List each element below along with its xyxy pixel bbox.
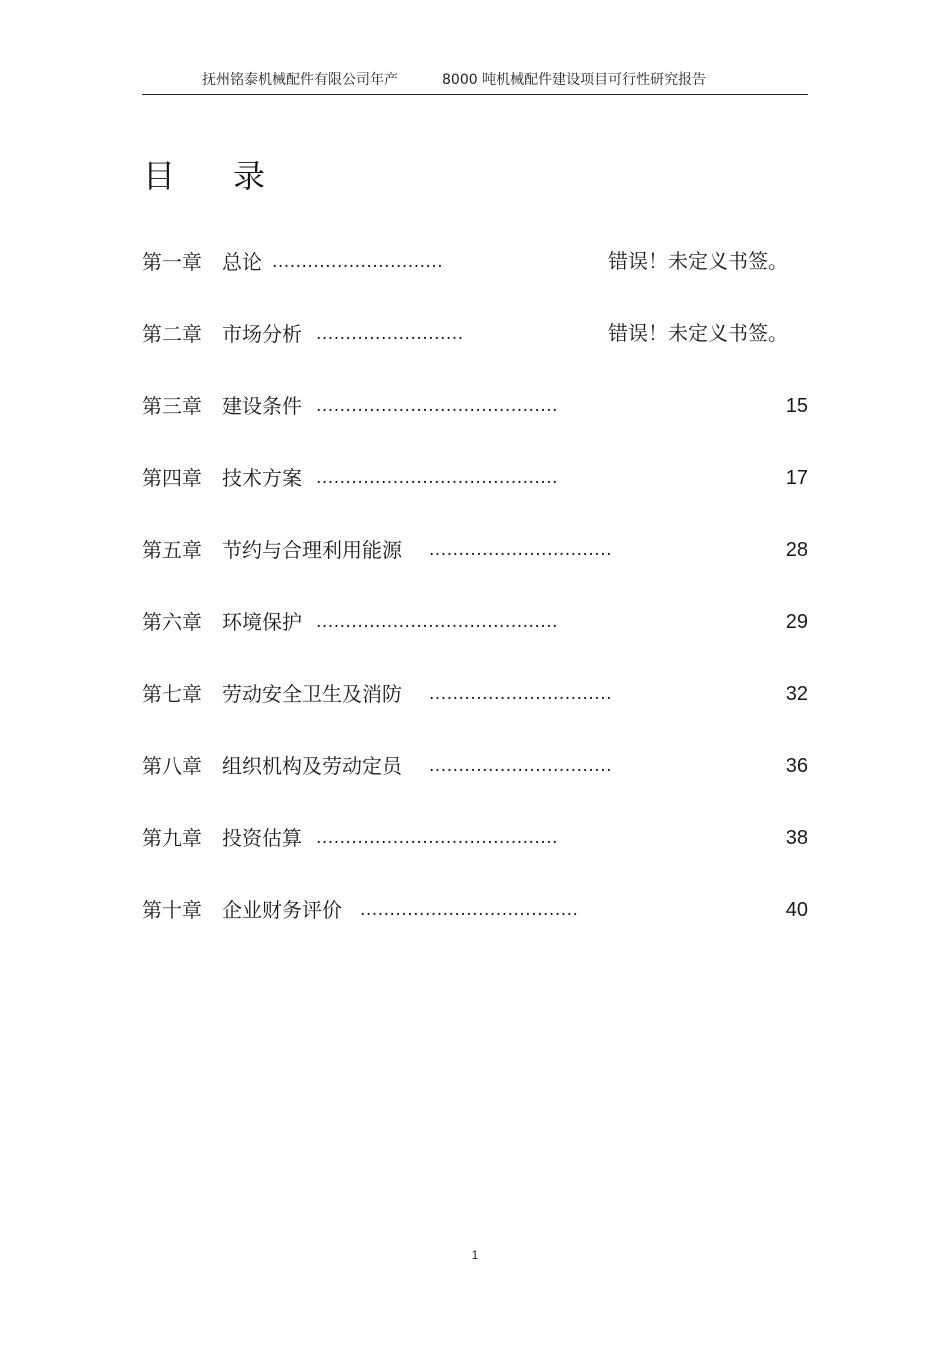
toc-page-number: 38 <box>785 827 808 849</box>
toc-page-number: 40 <box>785 899 808 921</box>
toc-chapter: 第五章 <box>142 538 202 562</box>
toc-chapter-name: 总论 <box>222 250 262 274</box>
toc-chapter-name: 组织机构及劳动定员 <box>222 754 402 778</box>
toc-chapter-name: 企业财务评价 <box>222 898 342 922</box>
header-company: 抚州铭泰机械配件有限公司年产 <box>202 72 398 88</box>
toc-page-number: 28 <box>785 539 808 561</box>
toc-leader: ......................................... <box>316 396 559 416</box>
toc-entry-7[interactable] <box>142 674 808 746</box>
toc-title <box>143 156 265 196</box>
header-report-title: 8000 吨机械配件建设项目可行性研究报告 <box>442 72 707 88</box>
toc-entry-8[interactable] <box>142 746 808 818</box>
toc-title-part1: 目 <box>143 157 176 195</box>
toc-chapter-name: 节约与合理利用能源 <box>222 538 402 562</box>
toc-entry-1[interactable] <box>142 242 808 314</box>
toc-page-number: 15 <box>785 395 808 417</box>
toc-chapter: 第十章 <box>142 898 202 922</box>
toc-entry-2[interactable] <box>142 314 808 386</box>
toc-entry-10[interactable] <box>142 890 808 962</box>
toc-chapter: 第六章 <box>142 610 202 634</box>
toc-entry-5[interactable] <box>142 530 808 602</box>
toc-chapter-name: 劳动安全卫生及消防 <box>222 682 402 706</box>
toc-page-number: 36 <box>785 755 808 777</box>
toc-chapter-name: 建设条件 <box>222 394 302 418</box>
toc-title-part2: 录 <box>233 157 266 195</box>
toc-entry-6[interactable] <box>142 602 808 674</box>
toc-chapter: 第四章 <box>142 466 202 490</box>
toc-page-number: 17 <box>785 467 808 489</box>
toc-leader: ......................................... <box>316 612 559 632</box>
toc-leader: ......................................... <box>316 468 559 488</box>
toc-chapter-name: 环境保护 <box>222 610 302 634</box>
toc-leader: ............................... <box>429 540 613 560</box>
toc-entry-4[interactable] <box>142 458 808 530</box>
toc-leader: ..................................... <box>360 900 579 920</box>
toc-chapter: 第八章 <box>142 754 202 778</box>
toc-leader: ......................................... <box>316 828 559 848</box>
toc-chapter-name: 市场分析 <box>222 322 302 346</box>
toc-page-ref: 错误！未定义书签。 <box>608 251 788 273</box>
toc-chapter-name: 技术方案 <box>222 466 302 490</box>
page-number: 1 <box>471 1248 479 1262</box>
toc-page-ref: 错误！未定义书签。 <box>608 323 788 345</box>
toc-leader: ............................. <box>272 252 444 272</box>
toc-chapter: 第九章 <box>142 826 202 850</box>
toc-entry-3[interactable] <box>142 386 808 458</box>
toc-page-number: 32 <box>785 683 808 705</box>
toc-leader: ............................... <box>429 756 613 776</box>
toc-page-number: 29 <box>785 611 808 633</box>
toc-chapter: 第二章 <box>142 322 202 346</box>
toc-chapter-name: 投资估算 <box>222 826 302 850</box>
toc-chapter: 第一章 <box>142 250 202 274</box>
toc-chapter: 第三章 <box>142 394 202 418</box>
toc-list <box>142 242 808 962</box>
toc-chapter: 第七章 <box>142 682 202 706</box>
page-header <box>142 66 808 95</box>
toc-entry-9[interactable] <box>142 818 808 890</box>
toc-leader: ............................... <box>429 684 613 704</box>
toc-leader: ......................... <box>316 324 464 344</box>
